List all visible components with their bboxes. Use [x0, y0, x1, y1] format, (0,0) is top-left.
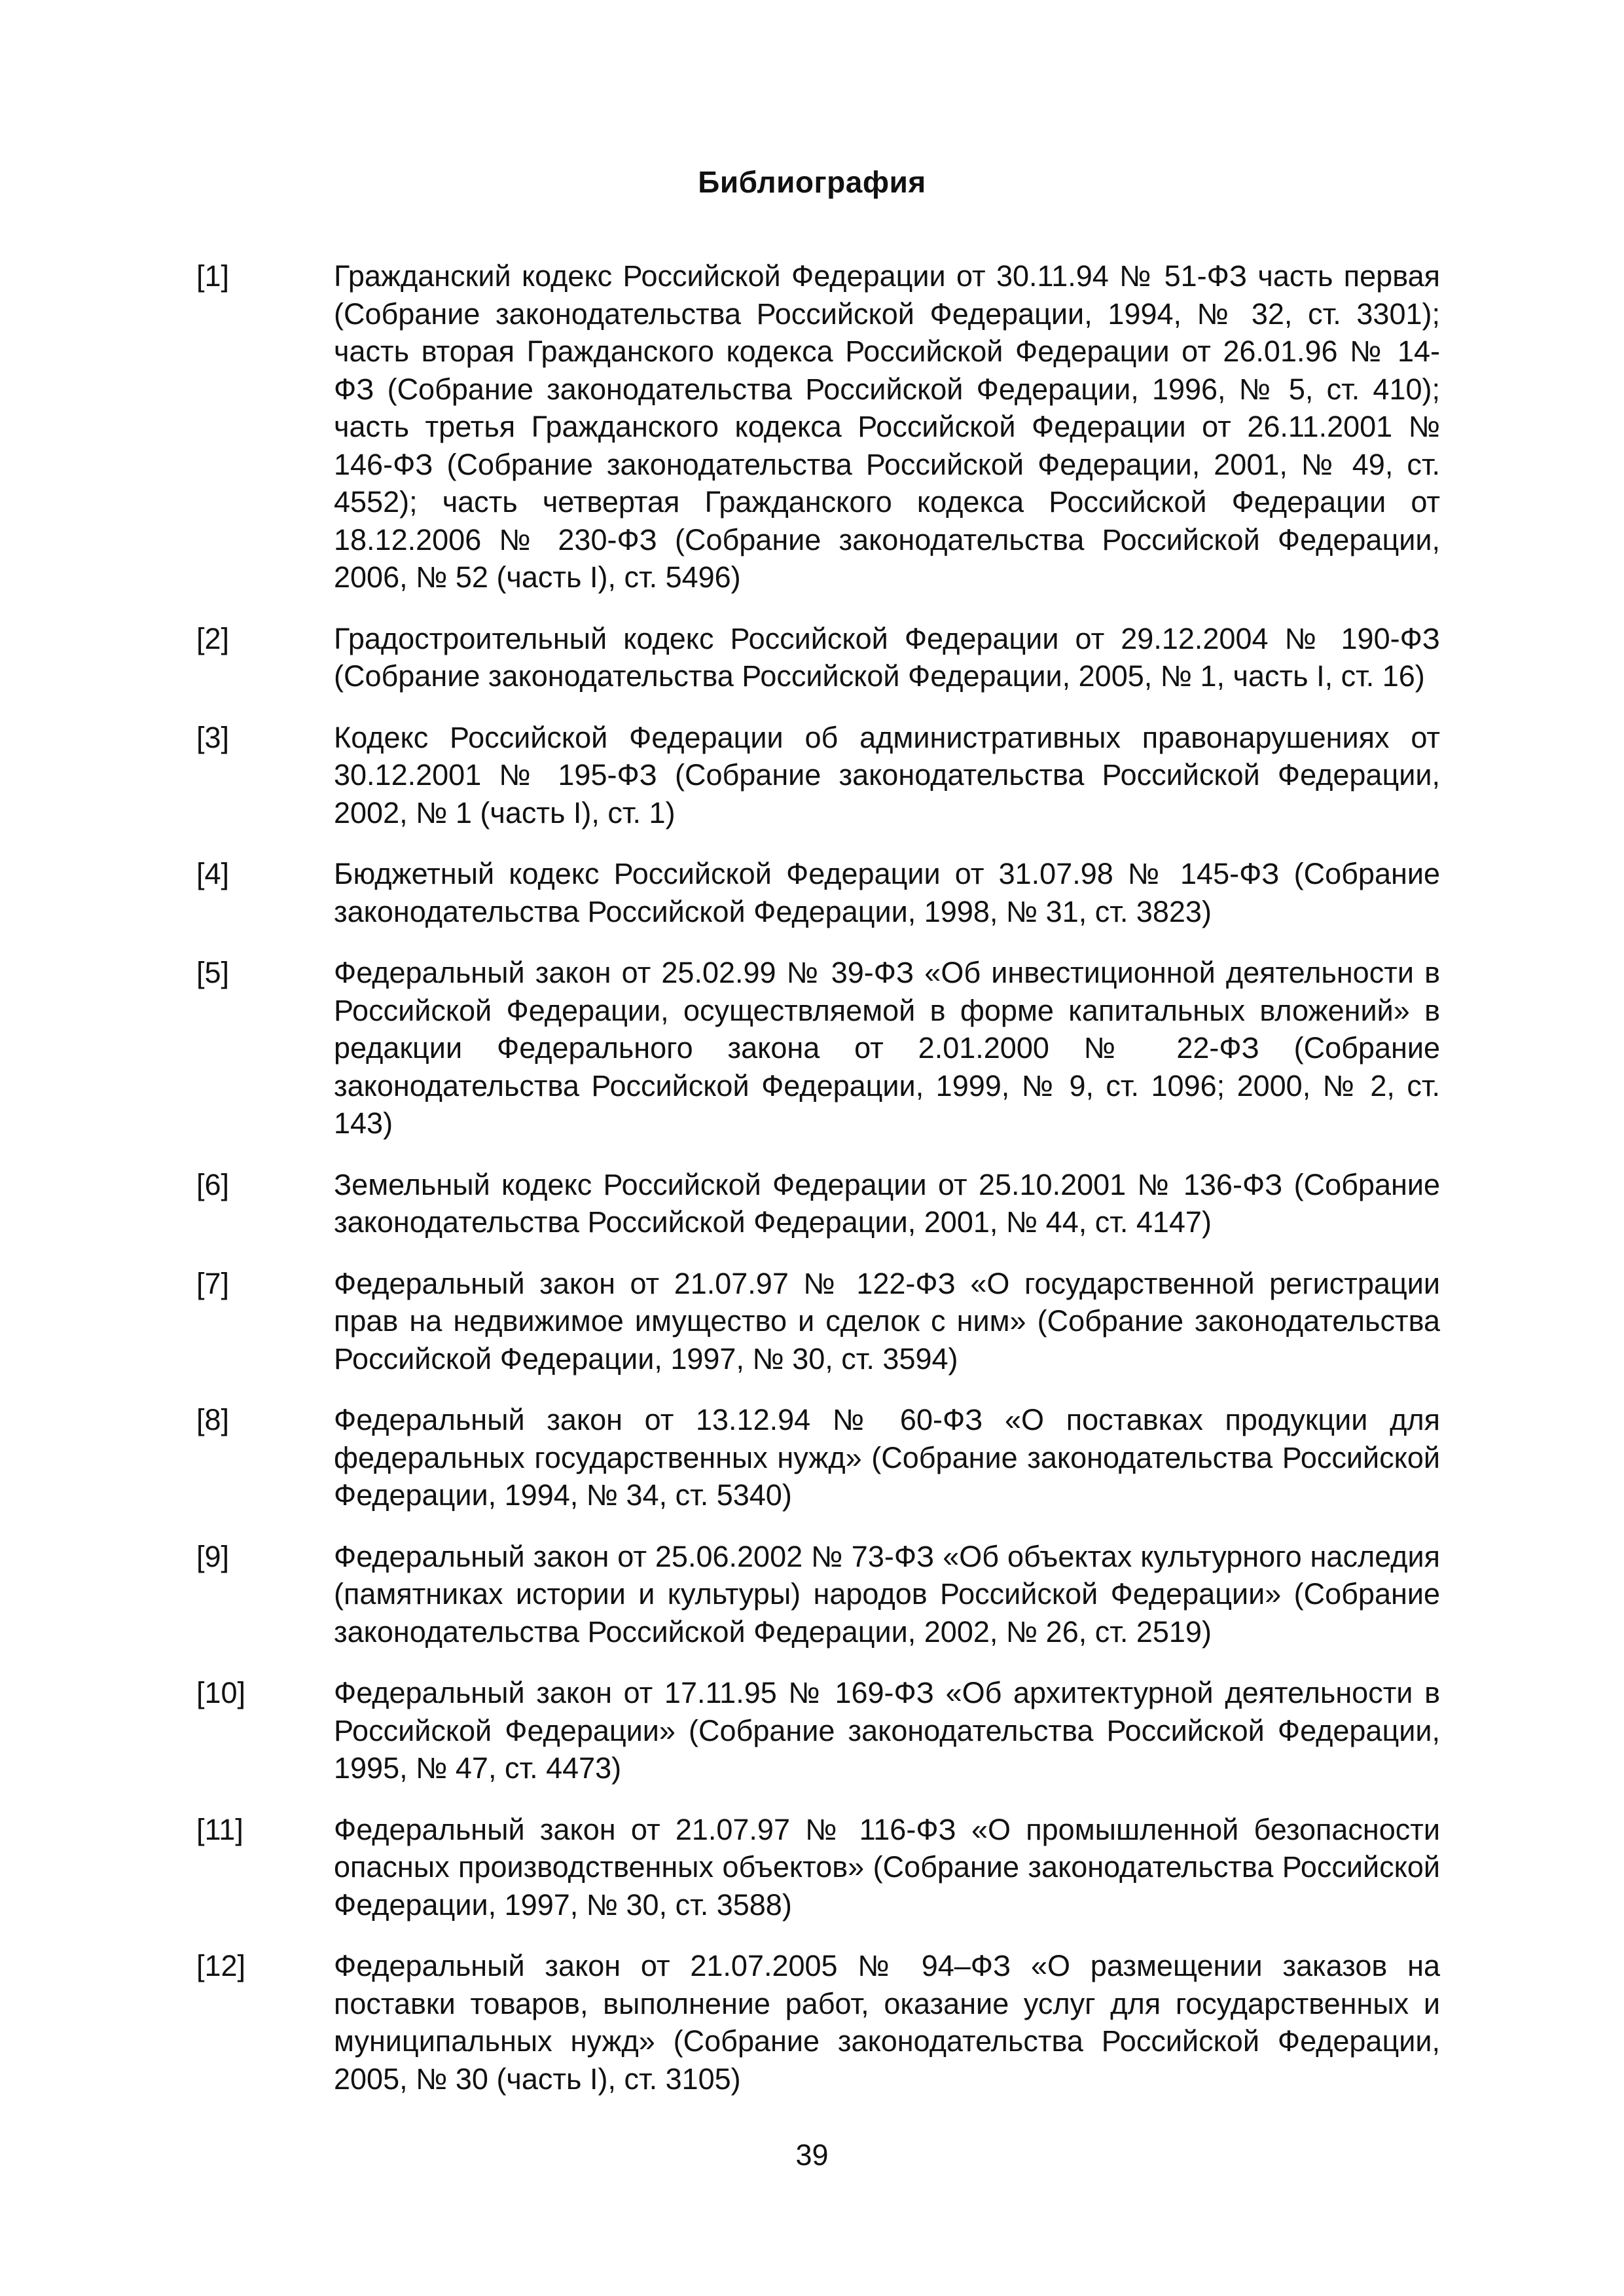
entry-number: [7]: [196, 1266, 230, 1300]
bibliography-entry-4: [196, 855, 1440, 930]
entry-number: [12]: [196, 1949, 246, 1982]
entry-number: [6]: [196, 1167, 230, 1201]
entry-number: [11]: [196, 1812, 244, 1846]
bibliography-entry-7: [196, 1265, 1440, 1378]
entry-number: [10]: [196, 1676, 246, 1709]
entry-text: Федеральный закон от 25.02.99 № 39-ФЗ «Об инвестиционной деятельности в Российской Федерации, осуществляемой в форме капитальных вложений» в редакции Федерального закона от 2.01.2000 № 22-ФЗ (Собрание законодательства Российской Федерации, 1999, № 9, ст. 1096; 2000, № 2, ст. 143): [334, 956, 1440, 1140]
entry-number: [9]: [196, 1539, 230, 1573]
entry-text: Федеральный закон от 21.07.97 № 122-ФЗ «О государственной регистрации прав на недвижимое имущество и сделок с ним» (Собрание законодательства Российской Федерации, 1997, № 30, ст. 3594): [334, 1266, 1440, 1376]
entry-number: [4]: [196, 857, 230, 890]
entry-number: [2]: [196, 621, 230, 655]
entry-text: Федеральный закон от 25.06.2002 № 73-ФЗ «Об объектах культурного наследия (памятниках истории и культуры) народов Российской Федерации» (Собрание законодательства Российской Федерации, 2002, № 26, ст. 2519): [334, 1539, 1440, 1649]
page-title: Библиография: [698, 165, 926, 199]
bibliography-entry-8: [196, 1401, 1440, 1514]
entry-text: Федеральный закон от 13.12.94 № 60-ФЗ «О поставках продукции для федеральных государственных нужд» (Собрание законодательства Российской Федерации, 1994, № 34, ст. 5340): [334, 1403, 1440, 1512]
entry-text: Градостроительный кодекс Российской Федерации от 29.12.2004 № 190-ФЗ (Собрание законодательства Российской Федерации, 2005, № 1, часть I, ст. 16): [334, 621, 1440, 693]
entry-text: Земельный кодекс Российской Федерации от 25.10.2001 № 136-ФЗ (Собрание законодательства Российской Федерации, 2001, № 44, ст. 4147): [334, 1167, 1440, 1239]
entry-number: [8]: [196, 1403, 230, 1436]
page-number: 39: [795, 2138, 829, 2172]
bibliography-entry-11: [196, 1811, 1440, 1924]
bibliography-entry-12: [196, 1947, 1440, 2098]
bibliography-entry-10: [196, 1674, 1440, 1787]
bibliography-entry-6: [196, 1166, 1440, 1241]
entry-number: [1]: [196, 259, 230, 293]
entry-text: Федеральный закон от 17.11.95 № 169-ФЗ «Об архитектурной деятельности в Российской Федерации» (Собрание законодательства Российской Федерации, 1995, № 47, ст. 4473): [334, 1676, 1440, 1785]
entry-text: Кодекс Российской Федерации об административных правонарушениях от 30.12.2001 № 195-ФЗ (Собрание законодательства Российской Федерации, 2002, № 1 (часть I), ст. 1): [334, 720, 1440, 829]
entry-text: Бюджетный кодекс Российской Федерации от 31.07.98 № 145-ФЗ (Собрание законодательства Российской Федерации, 1998, № 31, ст. 3823): [334, 857, 1440, 928]
bibliography-entry-3: [196, 719, 1440, 832]
entry-number: [3]: [196, 720, 230, 754]
entry-text: Гражданский кодекс Российской Федерации от 30.11.94 № 51-ФЗ часть первая (Собрание законодательства Российской Федерации, 1994, № 32, ст. 3301); часть вторая Гражданского кодекса Российской Федерации от 26.01.96 № 14-ФЗ (Собрание законодательства Российской Федерации, 1996, № 5, ст. 410); часть третья Гражданского кодекса Российской Федерации от 26.11.2001 № 146-ФЗ (Собрание законодательства Российской Федерации, 2001, № 49, ст. 4552); часть четвертая Гражданского кодекса Российской Федерации от 18.12.2006 № 230-ФЗ (Собрание законодательства Российской Федерации, 2006, № 52 (часть I), ст. 5496): [334, 259, 1440, 594]
entry-text: Федеральный закон от 21.07.97 № 116-ФЗ «О промышленной безопасности опасных производственных объектов» (Собрание законодательства Российской Федерации, 1997, № 30, ст. 3588): [334, 1812, 1440, 1922]
bibliography-entry-1: [196, 257, 1440, 596]
bibliography-entry-9: [196, 1538, 1440, 1651]
bibliography-list: [196, 257, 1440, 2121]
bibliography-entry-2: [196, 620, 1440, 695]
entry-text: Федеральный закон от 21.07.2005 № 94–ФЗ «О размещении заказов на поставки товаров, выполнение работ, оказание услуг для государственных и муниципальных нужд» (Собрание законодательства Российской Федерации, 2005, № 30 (часть I), ст. 3105): [334, 1949, 1440, 2096]
entry-number: [5]: [196, 956, 230, 989]
bibliography-entry-5: [196, 954, 1440, 1142]
